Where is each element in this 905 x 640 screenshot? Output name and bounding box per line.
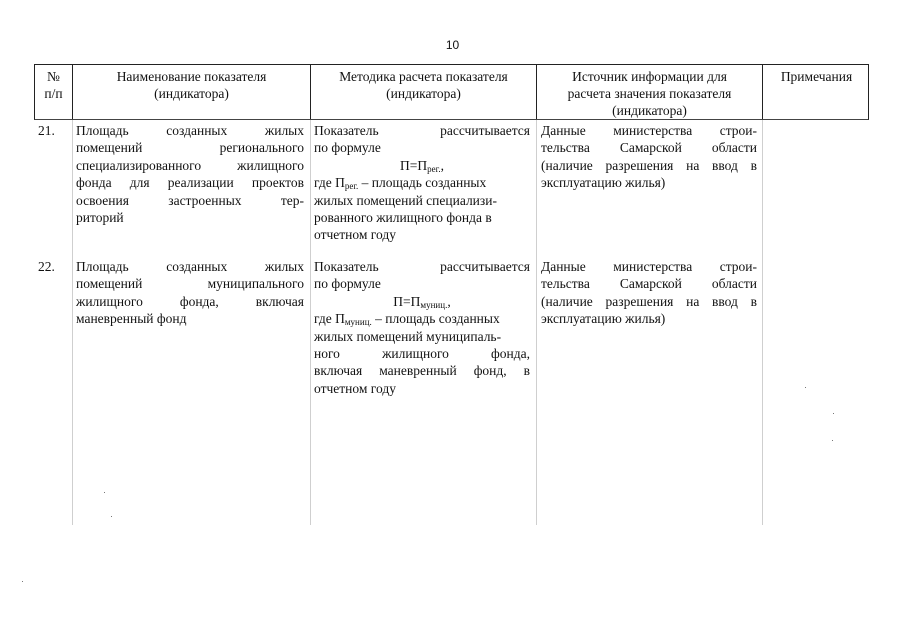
column-divider (72, 120, 73, 525)
header-text: (индикатора) (612, 103, 687, 118)
header-method-column (311, 65, 537, 119)
formula-definition: где $П_{рег.}$ – площадь созданных (314, 175, 487, 192)
indicator-name: Площадь созданных жилых помещений регионального специализированного жилищного фонда для реализации проектов освоения застроенных тер- риторий (76, 123, 304, 226)
scan-speck (805, 387, 806, 388)
formula: $П=П_{муниц.}$, (393, 293, 451, 310)
header-text: Источник информации для (572, 69, 727, 84)
scan-speck (111, 516, 112, 517)
scan-speck (832, 440, 833, 441)
header-text: (индикатора) (386, 86, 461, 101)
formula: $П=П_{рег.}$, (400, 157, 444, 174)
header-name-column (73, 65, 311, 119)
indicator-name: Площадь созданных жилых помещений муниципального жилищного фонда, включая маневренный фонд (76, 259, 304, 327)
column-divider (762, 120, 763, 525)
scan-speck (22, 581, 23, 582)
header-number-column (35, 65, 73, 119)
header-text: Методика расчета показателя (339, 69, 508, 84)
scan-speck (833, 413, 834, 414)
table-header (34, 64, 869, 120)
formula-definition: где $П_{муниц.}$ – площадь созданных (314, 311, 500, 328)
header-text: Примечания (780, 69, 853, 84)
page-number: 10 (445, 38, 460, 52)
row-number: 21. (38, 123, 55, 138)
scan-speck (104, 492, 105, 493)
header-text: Наименование показателя (116, 69, 267, 84)
column-divider (536, 120, 537, 525)
information-source: Данные министерства строи- тельства Самарской области (наличие разрешения на ввод в эксплуатацию жилья) (541, 259, 757, 327)
calculation-method: Показатель рассчитывается по формуле $П=П_{рег.}$, где $П_{рег.}$ – площадь созданных жилых помещений специализи- рованного жилищного фонда в отчетном году (314, 123, 530, 243)
header-notes-column (763, 65, 870, 119)
column-divider (310, 120, 311, 525)
calculation-method: Показатель рассчитывается по формуле $П=П_{муниц.}$, где $П_{муниц.}$ – площадь созданных жилых помещений муниципаль- ного жилищного фонда, включая маневренный фонд, в отчетном году (314, 259, 530, 396)
information-source: Данные министерства строи- тельства Самарской области (наличие разрешения на ввод в эксплуатацию жилья) (541, 123, 757, 191)
row-number: 22. (38, 259, 55, 274)
header-text: (индикатора) (154, 86, 229, 101)
header-source-column (537, 65, 763, 119)
header-text: расчета значения показателя (567, 86, 732, 101)
header-text: № (47, 69, 60, 84)
header-text: п/п (44, 86, 63, 101)
